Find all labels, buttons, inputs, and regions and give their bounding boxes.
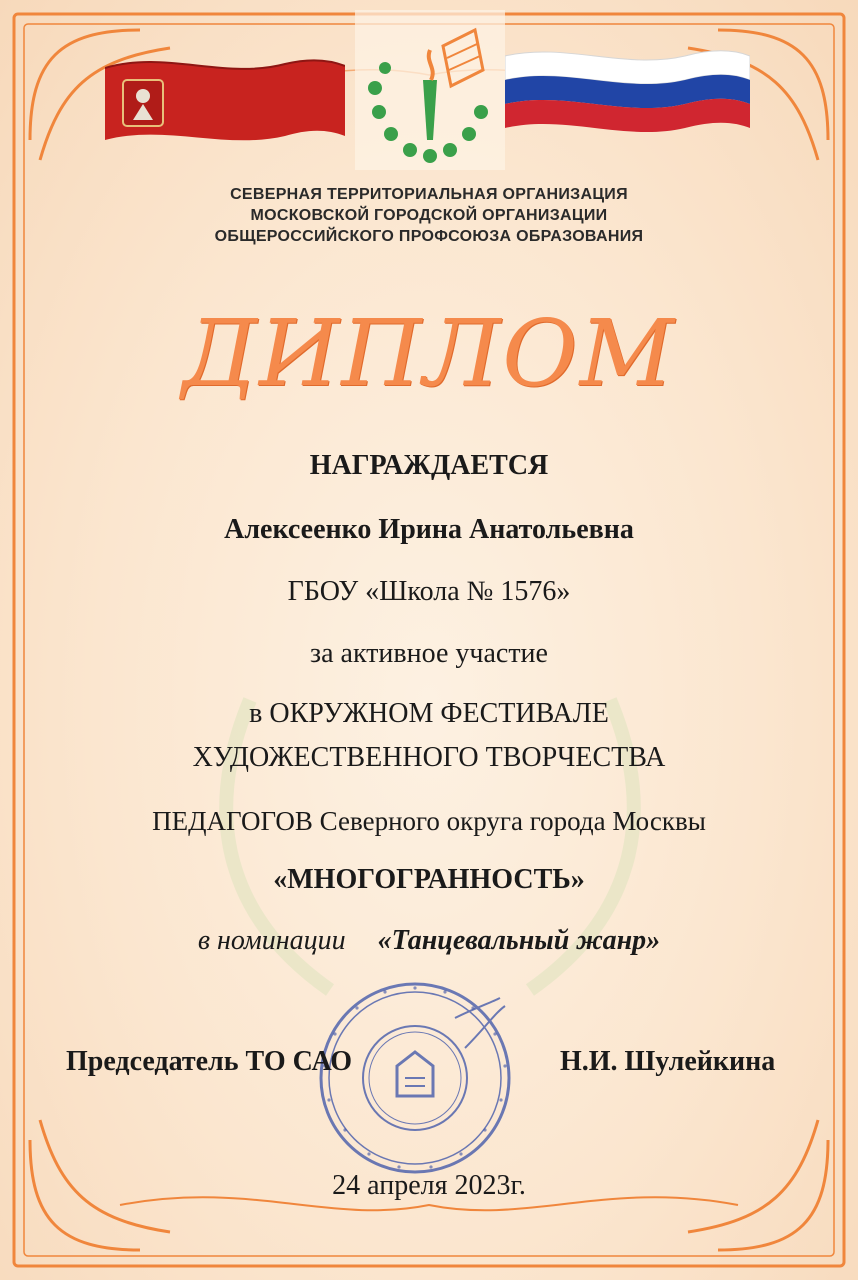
festival-line-3: ПЕДАГОГОВ Северного округа города Москвы xyxy=(152,806,706,836)
festival-line-2: ХУДОЖЕСТВЕННОГО ТВОРЧЕСТВА xyxy=(192,742,666,773)
nomination-prefix: в номинации xyxy=(197,925,346,956)
organization-line-1: СЕВЕРНАЯ ТЕРРИТОРИАЛЬНАЯ ОРГАНИЗАЦИЯ xyxy=(230,186,628,203)
organization-line-3: ОБЩЕРОССИЙСКОГО ПРОФСОЮЗА ОБРАЗОВАНИЯ xyxy=(214,228,644,245)
organization-line-2: МОСКОВСКОЙ ГОРОДСКОЙ ОРГАНИЗАЦИИ xyxy=(250,207,608,224)
russia-flag-icon xyxy=(505,42,750,142)
school-name: ГБОУ «Школа № 1576» xyxy=(287,576,571,607)
moscow-flag-icon xyxy=(105,50,345,150)
festival-line-1: в ОКРУЖНОМ ФЕСТИВАЛЕ xyxy=(249,698,609,729)
nomination-line xyxy=(0,925,858,957)
diploma-title: ДИПЛОМ xyxy=(182,300,676,407)
official-seal-icon xyxy=(315,978,515,1178)
award-reason: за активное участие xyxy=(310,638,548,669)
awarded-heading: НАГРАЖДАЕТСЯ xyxy=(309,450,549,481)
festival-name: «МНОГОГРАННОСТЬ» xyxy=(273,864,585,895)
nomination-name: «Танцевальный жанр» xyxy=(377,925,661,956)
union-emblem-icon xyxy=(355,10,505,170)
signatory-position: Председатель ТО САО xyxy=(66,1046,353,1077)
recipient-name: Алексеенко Ирина Анатольевна xyxy=(224,514,634,545)
signatory-name: Н.И. Шулейкина xyxy=(560,1046,776,1077)
diploma-date: 24 апреля 2023г. xyxy=(332,1170,526,1201)
